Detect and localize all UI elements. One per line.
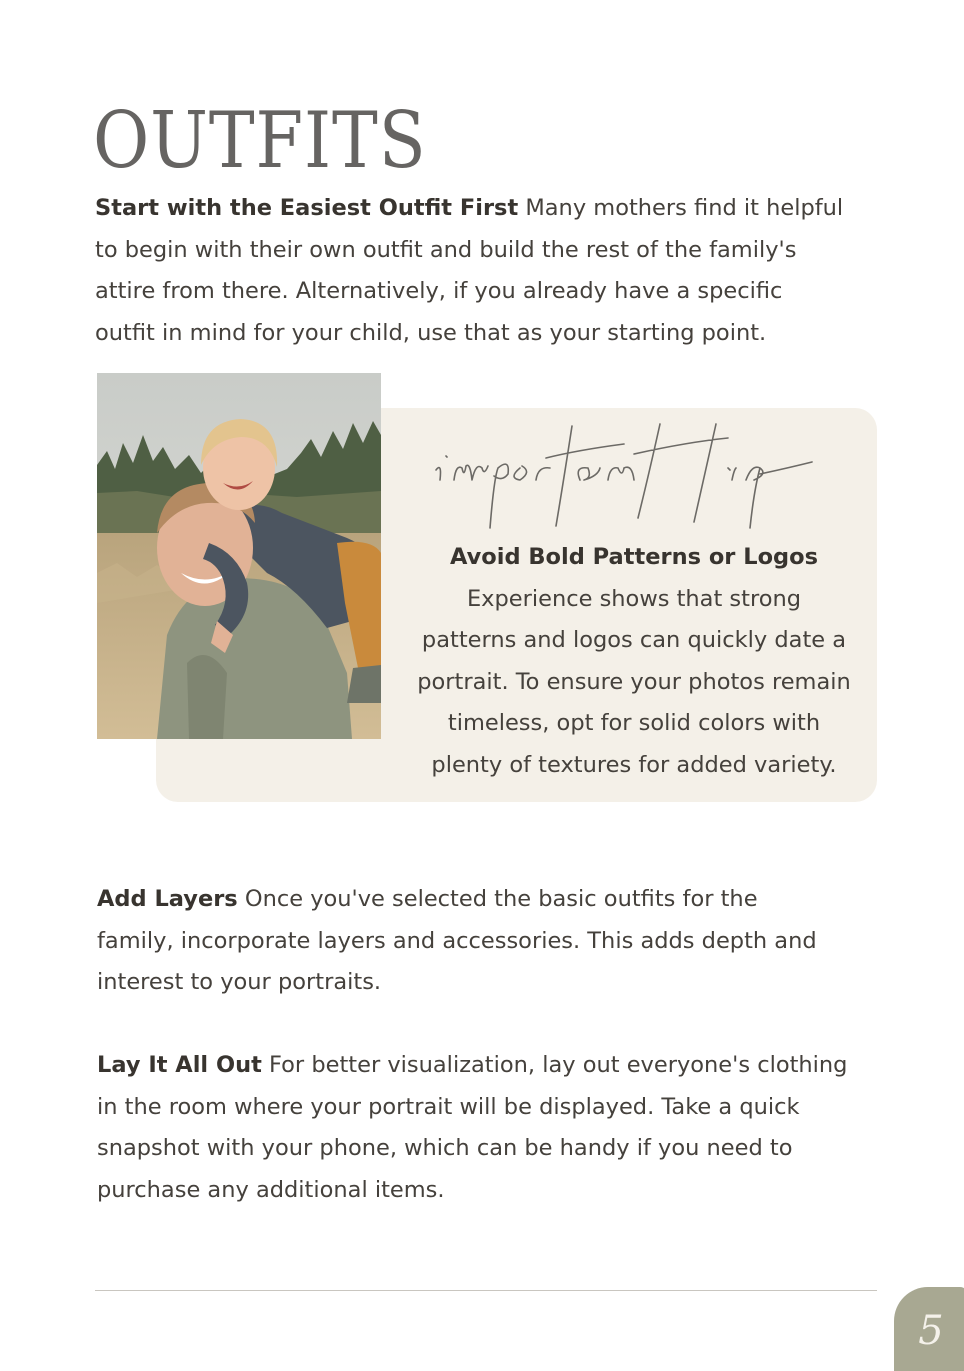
lay-it-out-paragraph: Lay It All Out For better visualization, lay out everyone's clothing in the room where your portrait will be displayed. Take a quick snapshot with your phone, which can be handy if you need to purchase any additional items. xyxy=(97,1052,848,1203)
footer-divider xyxy=(95,1290,877,1291)
add-layers-paragraph: Add Layers Once you've selected the basic outfits for the family, incorporate layers and accessories. This adds depth and interest to your portraits. xyxy=(97,886,817,995)
page-title: OUTFITS xyxy=(93,96,427,186)
add-layers-heading: Add Layers xyxy=(97,886,238,912)
intro-heading: Start with the Easiest Outfit First xyxy=(95,195,519,221)
important-tip-script xyxy=(428,418,828,538)
tip-heading: Avoid Bold Patterns or Logos xyxy=(450,544,818,570)
tip-body: Avoid Bold Patterns or Logos Experience shows that strong patterns and logos can quickly date a portrait. To ensure your photos remain timeless, opt for solid colors with plenty of textures for added variety. xyxy=(417,544,851,778)
intro-paragraph: Start with the Easiest Outfit First Many mothers find it helpful to begin with their own outfit and build the rest of the family's attire from there. Alternatively, if you already have a specific outfit in mind for your child, use that as your starting point. xyxy=(95,195,844,346)
family-photo xyxy=(97,373,381,739)
page-number-tab xyxy=(894,1287,964,1371)
page-number: 5 xyxy=(918,1308,944,1354)
lay-it-out-heading: Lay It All Out xyxy=(97,1052,262,1078)
